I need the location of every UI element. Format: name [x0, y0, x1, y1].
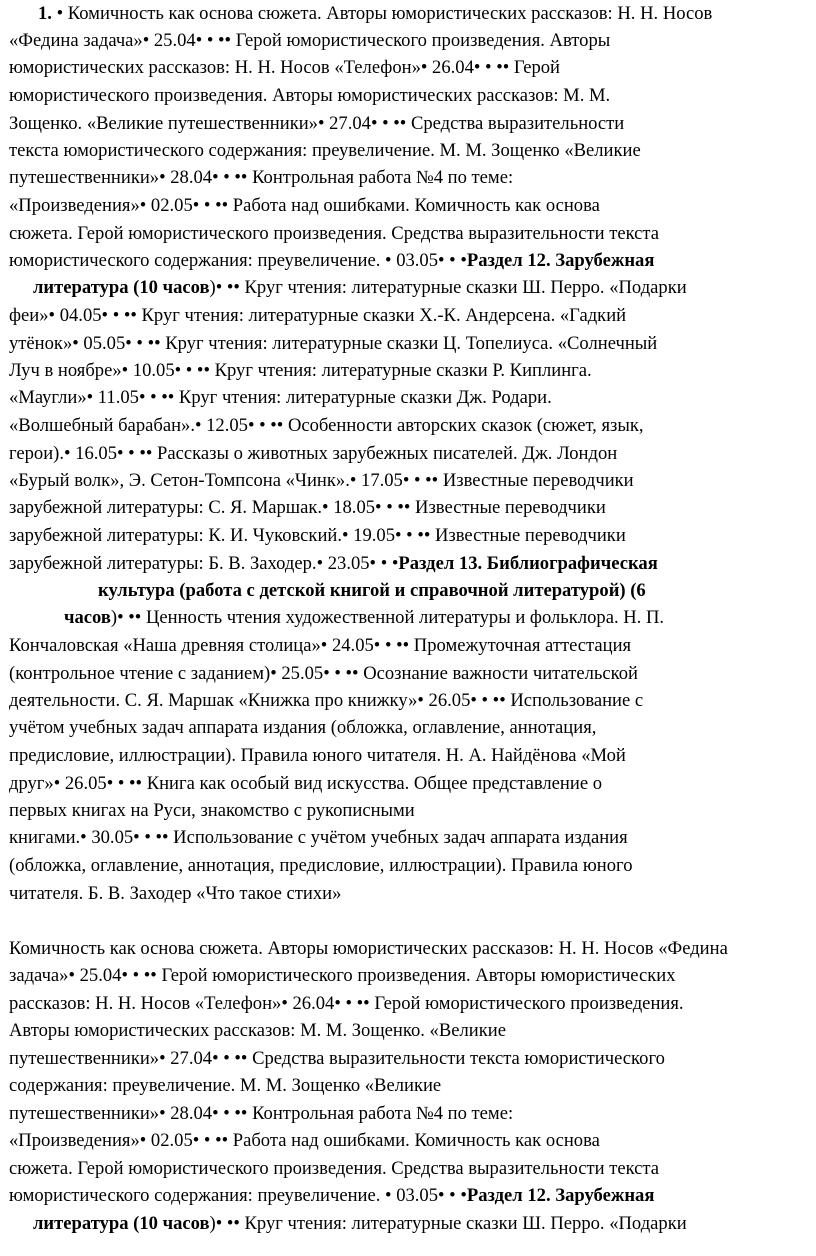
doc-line: задача»• 25.04• • •• Герой юмористического произведения. Авторы юмористических — [9, 965, 676, 986]
section-heading: Раздел 12. Зарубежная — [466, 250, 655, 271]
line-text: )• •• Ценность чтения художественной литературы и фольклора. Н. П. — [110, 607, 665, 628]
doc-line: зарубежной литературы: С. Я. Маршак.• 18.05• • •• Известные переводчики — [9, 497, 606, 518]
doc-line: предисловие, иллюстрации). Правила юного читателя. Н. А. Найдёнова «Мой — [9, 745, 626, 766]
line-text: юмористического содержания: преувеличение. • 03.05• • • — [9, 250, 467, 271]
line-text: • Комичность как основа сюжета. Авторы юмористических рассказов: Н. Н. Носов — [51, 3, 713, 24]
doc-line: зарубежной литературы: К. И. Чуковский.• 19.05• • •• Известные переводчики — [9, 525, 626, 546]
doc-line: путешественники»• 28.04• • •• Контрольная работа №4 по теме: — [9, 167, 514, 188]
doc-line — [33, 274, 687, 302]
doc-line: «Федина задача»• 25.04• • •• Герой юмористического произведения. Авторы — [9, 30, 611, 51]
doc-line: текста юмористического содержания: преувеличение. М. М. Зощенко «Великие — [9, 140, 641, 161]
doc-line: рассказов: Н. Н. Носов «Телефон»• 26.04• • •• Герой юмористического произведения. — [9, 993, 684, 1014]
doc-line: юмористических рассказов: Н. Н. Носов «Телефон»• 26.04• • •• Герой — [9, 57, 560, 78]
doc-line: Комичность как основа сюжета. Авторы юмористических рассказов: Н. Н. Носов «Федина — [9, 938, 728, 959]
doc-line — [9, 550, 658, 578]
doc-line: (контрольное чтение с заданием)• 25.05• • •• Осознание важности читательской — [9, 663, 639, 684]
doc-line — [38, 0, 712, 28]
section-heading: культура (работа с детской книгой и справочной литературой) (6 — [98, 580, 646, 601]
doc-line: Авторы юмористических рассказов: М. М. Зощенко. «Великие — [9, 1020, 506, 1041]
doc-line: учётом учебных задач аппарата издания (обложка, оглавление, аннотация, — [9, 717, 597, 738]
doc-line: феи»• 04.05• • •• Круг чтения: литературные сказки Х.-К. Андерсена. «Гадкий — [9, 305, 627, 326]
doc-line: деятельности. С. Я. Маршак «Книжка про книжку»• 26.05• • •• Использование с — [9, 690, 644, 711]
doc-line — [98, 577, 646, 605]
section-heading: Раздел 13. Библиографическая — [398, 553, 658, 574]
doc-line: «Маугли»• 11.05• • •• Круг чтения: литературные сказки Дж. Родари. — [9, 387, 552, 408]
line-text: юмористического содержания: преувеличение. • 03.05• • • — [9, 1185, 467, 1206]
line-text: зарубежной литературы: Б. В. Заходер.• 23.05• • • — [9, 553, 399, 574]
doc-line: «Произведения»• 02.05• • •• Работа над ошибками. Комичность как основа — [9, 195, 600, 216]
doc-line: первых книгах на Руси, знакомство с рукописными — [9, 800, 415, 821]
doc-line: читателя. Б. В. Заходер «Что такое стихи» — [9, 883, 342, 904]
doc-line: «Волшебный барабан».• 12.05• • •• Особенности авторских сказок (сюжет, язык, — [9, 415, 644, 436]
doc-line — [33, 1210, 687, 1238]
doc-line — [9, 1182, 654, 1210]
doc-line: утёнок»• 05.05• • •• Круг чтения: литературные сказки Ц. Топелиуса. «Солнечный — [9, 333, 658, 354]
doc-line — [64, 604, 664, 632]
doc-line: путешественники»• 27.04• • •• Средства выразительности текста юмористического — [9, 1048, 665, 1069]
doc-line: (обложка, оглавление, аннотация, предисловие, иллюстрации). Правила юного — [9, 855, 633, 876]
doc-line: путешественники»• 28.04• • •• Контрольная работа №4 по теме: — [9, 1103, 514, 1124]
doc-line: герои).• 16.05• • •• Рассказы о животных зарубежных писателей. Дж. Лондон — [9, 443, 618, 464]
doc-line: сюжета. Герой юмористического произведения. Средства выразительности текста — [9, 223, 660, 244]
doc-line: Луч в ноябре»• 10.05• • •• Круг чтения: литературные сказки Р. Киплинга. — [9, 360, 592, 381]
section-heading: литература (10 часов — [33, 1213, 210, 1234]
doc-line: друг»• 26.05• • •• Книга как особый вид искусства. Общее представление о — [9, 773, 603, 794]
doc-line: юмористического произведения. Авторы юмористических рассказов: М. М. — [9, 85, 611, 106]
doc-line: Кончаловская «Наша древняя столица»• 24.05• • •• Промежуточная аттестация — [9, 635, 632, 656]
doc-line: «Произведения»• 02.05• • •• Работа над ошибками. Комичность как основа — [9, 1130, 600, 1151]
doc-line: содержания: преувеличение. М. М. Зощенко «Великие — [9, 1075, 442, 1096]
line-text: )• •• Круг чтения: литературные сказки Ш. Перро. «Подарки — [209, 277, 687, 298]
section-heading: литература (10 часов — [33, 277, 210, 298]
section-heading: Раздел 12. Зарубежная — [466, 1185, 655, 1206]
doc-line: «Бурый волк», Э. Сетон-Томпсона «Чинк».• 17.05• • •• Известные переводчики — [9, 470, 634, 491]
section-heading: часов — [64, 607, 111, 628]
doc-line — [9, 247, 654, 275]
line-text: )• •• Круг чтения: литературные сказки Ш. Перро. «Подарки — [209, 1213, 687, 1234]
doc-line: сюжета. Герой юмористического произведения. Средства выразительности текста — [9, 1158, 660, 1179]
doc-line: книгами.• 30.05• • •• Использование с учётом учебных задач аппарата издания — [9, 827, 628, 848]
doc-line: Зощенко. «Великие путешественники»• 27.04• • •• Средства выразительности — [9, 113, 625, 134]
list-number: 1. — [38, 3, 52, 24]
